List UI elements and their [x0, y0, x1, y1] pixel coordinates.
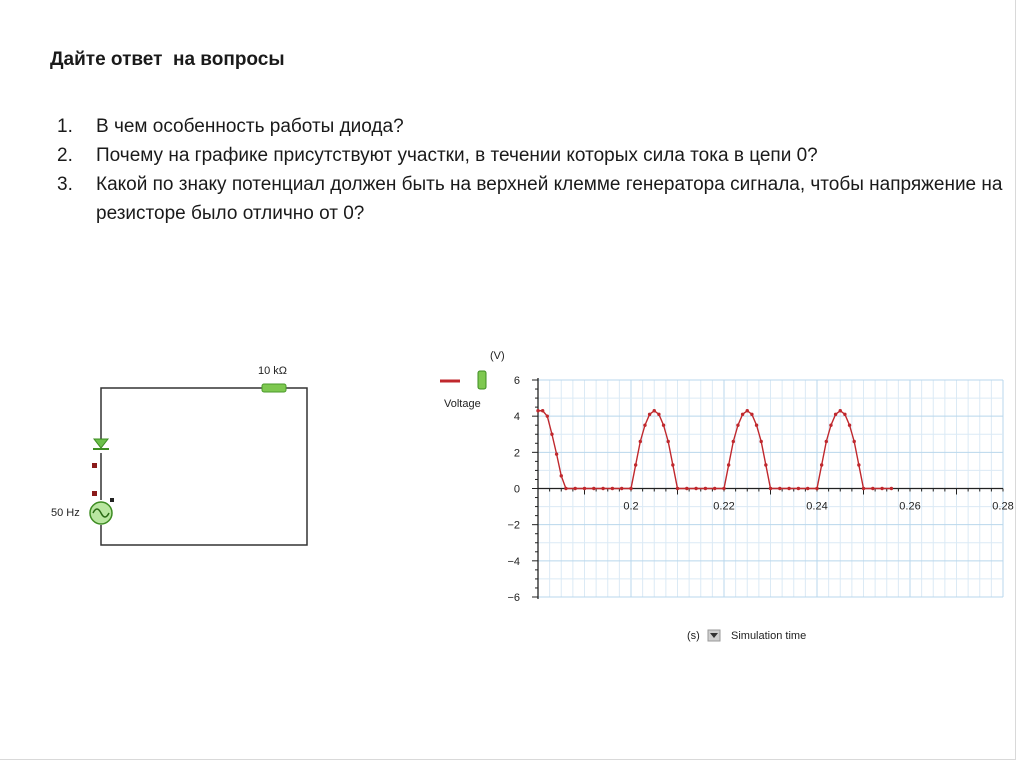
data-point — [541, 409, 544, 412]
y-tick-label: 0 — [513, 483, 520, 496]
data-point — [555, 452, 558, 455]
data-point — [536, 409, 539, 412]
terminal-marker-icon — [92, 463, 97, 468]
chart-series — [536, 409, 893, 490]
x-tick-label: 0.26 — [899, 500, 921, 513]
data-point — [829, 424, 832, 427]
question-text: Какой по знаку потенциал должен быть на верхней клемме генератора сигнала, чтобы напряжение на резисторе было отлично от 0? — [96, 174, 1003, 224]
data-point — [727, 463, 730, 466]
circuit-diagram — [40, 355, 330, 555]
data-point — [853, 440, 856, 443]
y-tick-label: 2 — [513, 447, 520, 460]
legend-probe-icon — [478, 371, 486, 389]
data-point — [890, 487, 893, 490]
data-point — [550, 433, 553, 436]
data-point — [848, 424, 851, 427]
data-point — [732, 440, 735, 443]
data-point — [676, 487, 679, 490]
data-point — [760, 440, 763, 443]
data-point — [722, 487, 725, 490]
data-point — [755, 424, 758, 427]
x-tick-label: 0.24 — [806, 500, 828, 513]
legend-label: Voltage — [444, 398, 481, 410]
data-point — [778, 487, 781, 490]
data-point — [764, 463, 767, 466]
data-point — [662, 424, 665, 427]
data-point — [839, 409, 842, 412]
legend[interactable] — [440, 371, 486, 410]
question-item — [50, 141, 1010, 170]
question-text: Почему на графике присутствуют участки, в течении которых сила тока в цепи 0? — [96, 145, 818, 166]
data-point — [806, 487, 809, 490]
data-point — [643, 424, 646, 427]
data-point — [583, 487, 586, 490]
data-point — [639, 440, 642, 443]
y-tick-label: −2 — [507, 519, 520, 532]
wire-top-left — [101, 388, 268, 443]
data-point — [564, 487, 567, 490]
data-point — [825, 440, 828, 443]
data-point — [857, 463, 860, 466]
y-tick-label: 4 — [513, 411, 520, 424]
data-point — [667, 440, 670, 443]
x-tick-label: 0.28 — [992, 500, 1014, 513]
wire-right-bottom — [101, 388, 307, 545]
data-point — [620, 487, 623, 490]
question-number: 1. — [57, 116, 73, 137]
y-axis-label: (V) — [490, 350, 505, 362]
data-point — [592, 487, 595, 490]
slide-title: Дайте ответ на вопросы — [50, 49, 285, 70]
data-point — [704, 487, 707, 490]
data-point — [797, 487, 800, 490]
data-point — [736, 424, 739, 427]
data-point — [653, 409, 656, 412]
data-point — [611, 487, 614, 490]
x-tick-label: 0.22 — [713, 500, 735, 513]
data-point — [741, 413, 744, 416]
data-point — [671, 463, 674, 466]
x-axis-unit-dropdown[interactable] — [708, 630, 720, 641]
question-number: 2. — [57, 145, 73, 166]
x-tick-label: 0.2 — [623, 500, 639, 513]
y-tick-labels — [507, 375, 520, 604]
data-point — [843, 413, 846, 416]
circuit-wires — [101, 388, 307, 545]
y-tick-label: 6 — [513, 375, 520, 387]
data-point — [880, 487, 883, 490]
y-tick-label: −6 — [507, 592, 520, 604]
data-point — [750, 413, 753, 416]
data-point — [787, 487, 790, 490]
terminal-dot-icon — [110, 498, 114, 502]
data-point — [815, 487, 818, 490]
data-point — [694, 487, 697, 490]
data-point — [746, 409, 749, 412]
source-label: 50 Hz — [51, 507, 80, 519]
data-point — [871, 487, 874, 490]
data-point — [685, 487, 688, 490]
data-point — [634, 463, 637, 466]
question-list — [50, 112, 1010, 228]
data-point — [629, 487, 632, 490]
data-point — [769, 487, 772, 490]
data-point — [834, 413, 837, 416]
question-number: 3. — [57, 174, 73, 195]
resistor-icon[interactable] — [262, 384, 286, 392]
y-tick-label: −4 — [507, 555, 520, 568]
diode-icon[interactable] — [93, 439, 109, 449]
x-axis-menu-label[interactable]: Simulation time — [731, 630, 807, 642]
data-point — [657, 413, 660, 416]
voltage-chart — [420, 340, 1014, 650]
data-point — [574, 487, 577, 490]
ac-source-icon[interactable] — [90, 502, 112, 524]
data-point — [713, 487, 716, 490]
question-item — [50, 170, 1010, 228]
data-point — [820, 463, 823, 466]
resistor-label: 10 kΩ — [258, 365, 288, 377]
series-line — [538, 411, 891, 489]
x-axis-label: (s) — [687, 630, 700, 642]
data-point — [648, 413, 651, 416]
data-point — [560, 474, 563, 477]
data-point — [862, 487, 865, 490]
terminal-marker-icon — [92, 491, 97, 496]
data-point — [601, 487, 604, 490]
question-text: В чем особенность работы диода? — [96, 116, 404, 137]
question-item — [50, 112, 1010, 141]
data-point — [546, 414, 549, 417]
